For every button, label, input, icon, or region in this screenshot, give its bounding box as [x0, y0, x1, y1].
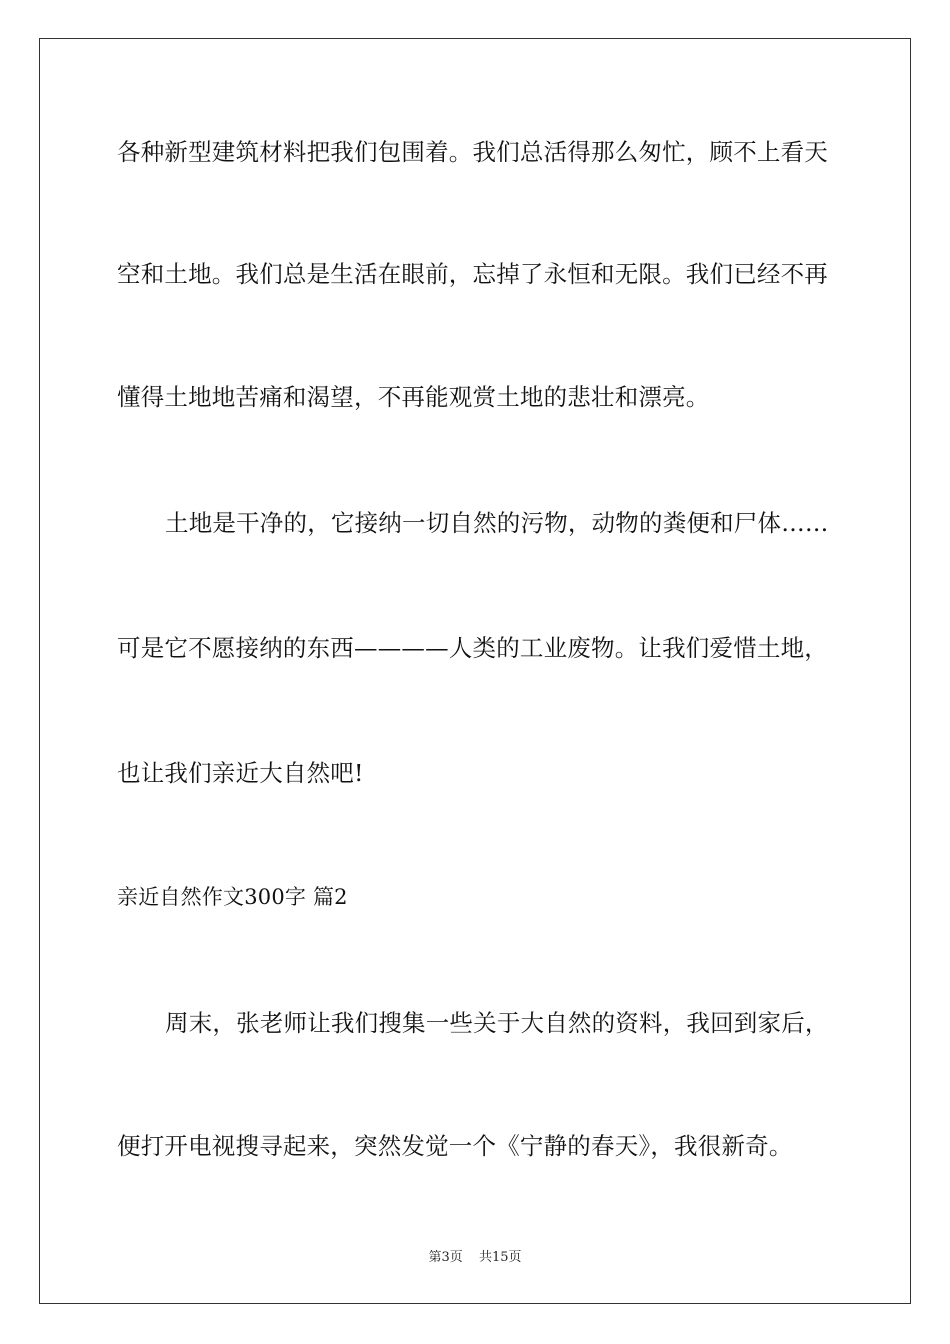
body-line-6: 也让我们亲近大自然吧!: [117, 759, 364, 787]
page-number: 第3页: [428, 1250, 463, 1265]
page-border: [39, 38, 911, 1304]
section-line-2: 便打开电视搜寻起来，突然发觉一个《宁静的春天》，我很新奇。: [117, 1132, 793, 1160]
section-line-1: 周末，张老师让我们搜集一些关于大自然的资料，我回到家后，: [165, 1009, 829, 1037]
body-line-3: 懂得土地地苦痛和渴望，不再能观赏土地的悲壮和漂亮。: [117, 383, 710, 411]
body-line-5: 可是它不愿接纳的东西————人类的工业废物。让我们爱惜土地，: [117, 634, 828, 662]
body-line-1: 各种新型建筑材料把我们包围着。我们总活得那么匆忙，顾不上看天: [117, 138, 828, 166]
body-line-2: 空和土地。我们总是生活在眼前，忘掉了永恒和无限。我们已经不再: [117, 260, 828, 288]
page-footer: [0, 1246, 950, 1265]
section-heading: 亲近自然作文300字 篇2: [117, 885, 348, 909]
body-line-4: 土地是干净的，它接纳一切自然的污物，动物的粪便和尸体……: [165, 509, 829, 537]
total-pages: 共15页: [478, 1250, 522, 1265]
